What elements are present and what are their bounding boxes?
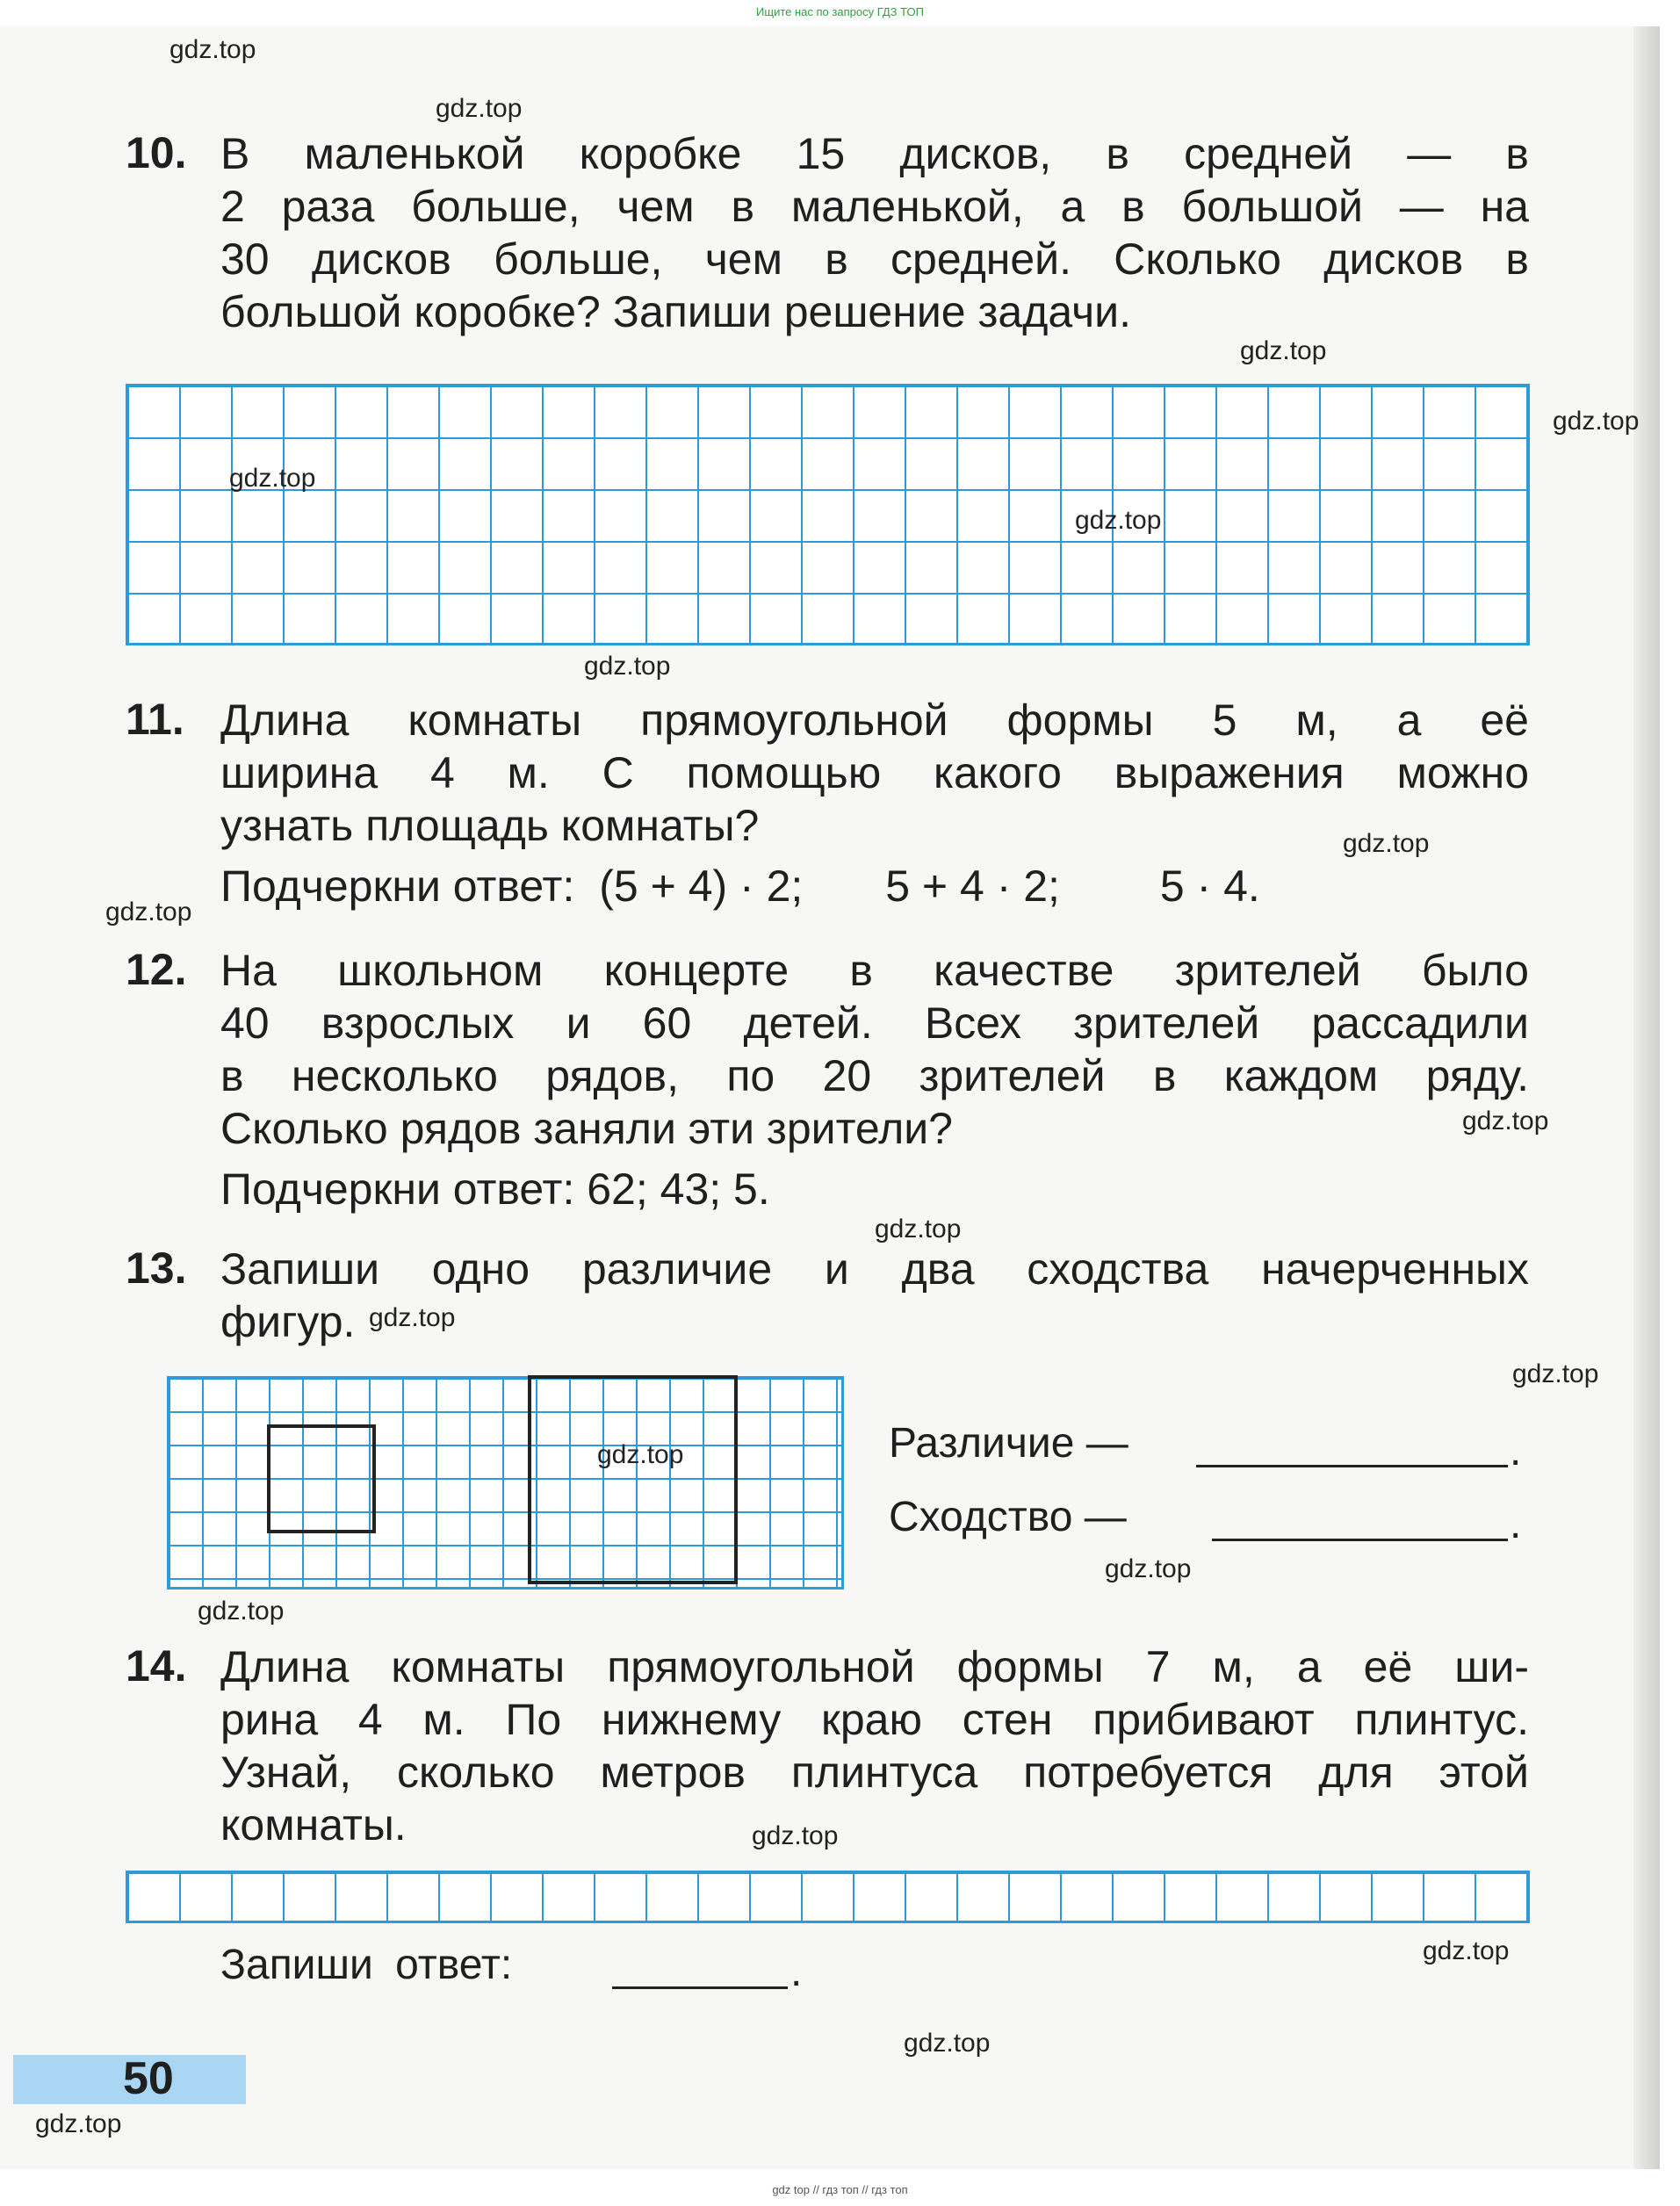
- task-text-line: Запиши одно различие и два сходства начерченных: [220, 1244, 1529, 1294]
- task-text-line: ширина 4 м. С помощью какого выражения можно: [220, 748, 1529, 797]
- top-banner[interactable]: Ищите нас по запросу ГДЗ ТОП: [756, 5, 924, 18]
- watermark: gdz.top: [369, 1303, 456, 1332]
- task-text-line: рина 4 м. По нижнему краю стен прибивают плинтус.: [220, 1695, 1529, 1744]
- task-text-line: Узнай, сколько метров плинтуса потребуется для этой: [220, 1748, 1529, 1797]
- similarity-answer-line[interactable]: [1212, 1539, 1508, 1541]
- watermark: gdz.top: [229, 464, 316, 493]
- task-text-line: в несколько рядов, по 20 зрителей в каждом ряду.: [220, 1051, 1529, 1100]
- watermark: gdz.top: [1553, 407, 1640, 436]
- answer-grid[interactable]: [126, 1871, 1530, 1923]
- page-number: 50: [123, 2053, 174, 2104]
- task-text-line: В маленькой коробке 15 дисков, в средней — в: [220, 129, 1529, 178]
- task-text-line: 30 дисков больше, чем в средней. Сколько дисков в: [220, 234, 1529, 284]
- task-text-line: фигур.: [220, 1297, 356, 1346]
- watermark: gdz.top: [169, 35, 256, 64]
- period-mark: .: [790, 1949, 803, 1995]
- answer-option[interactable]: 5 · 4.: [1159, 861, 1260, 911]
- answer-option[interactable]: 5 + 4 · 2;: [885, 861, 1060, 911]
- watermark: gdz.top: [1343, 829, 1430, 858]
- period-mark: .: [1510, 1501, 1522, 1547]
- task-text-line: комнаты.: [220, 1800, 407, 1849]
- task-text-line: Сколько рядов заняли эти зрители?: [220, 1104, 953, 1153]
- task-text-line: Длина комнаты прямоугольной формы 7 м, а её ши-: [220, 1642, 1529, 1691]
- watermark: gdz.top: [1512, 1359, 1599, 1388]
- task-number: 14.: [126, 1641, 187, 1691]
- period-mark: .: [1510, 1428, 1522, 1474]
- answer-label: Подчеркни ответ:: [220, 861, 575, 911]
- watermark: gdz.top: [436, 94, 523, 123]
- task-number: 11.: [126, 695, 184, 744]
- task-text-line: Длина комнаты прямоугольной формы 5 м, а её: [220, 696, 1529, 745]
- task-text-line: 2 раза больше, чем в маленькой, а в большой — на: [220, 182, 1529, 231]
- page-edge-shadow: [1633, 26, 1660, 2169]
- bottom-banner[interactable]: gdz top // гдз топ // гдз топ: [772, 2183, 908, 2196]
- answer-option[interactable]: (5 + 4) · 2;: [599, 861, 804, 911]
- watermark: gdz.top: [1462, 1107, 1549, 1135]
- task-number: 12.: [126, 945, 187, 994]
- answer-line[interactable]: [612, 1986, 788, 1989]
- large-square: [528, 1375, 738, 1584]
- watermark: gdz.top: [1240, 336, 1327, 365]
- watermark: gdz.top: [597, 1440, 684, 1469]
- answer-row: [220, 861, 1260, 912]
- watermark: gdz.top: [1075, 506, 1162, 535]
- difference-answer-line[interactable]: [1196, 1465, 1508, 1467]
- answer-row[interactable]: Подчеркни ответ: 62; 43; 5.: [220, 1164, 770, 1214]
- task-number: 13.: [126, 1244, 187, 1293]
- task-text-line: 40 взрослых и 60 детей. Всех зрителей рассадили: [220, 998, 1529, 1048]
- answer-label: Запиши ответ:: [220, 1942, 513, 1988]
- task-text-line: большой коробке? Запиши решение задачи.: [220, 287, 1131, 336]
- watermark: gdz.top: [904, 2029, 991, 2058]
- watermark: gdz.top: [1105, 1554, 1192, 1583]
- similarity-label: Сходство —: [889, 1494, 1127, 1540]
- task-number: 10.: [126, 128, 187, 177]
- watermark: gdz.top: [875, 1215, 962, 1244]
- watermark: gdz.top: [35, 2109, 122, 2138]
- watermark: gdz.top: [584, 652, 671, 681]
- task-text-line: узнать площадь комнаты?: [220, 801, 760, 850]
- task-text-line: На школьном концерте в качестве зрителей было: [220, 946, 1529, 995]
- solution-grid[interactable]: [126, 384, 1530, 645]
- watermark: gdz.top: [198, 1597, 285, 1626]
- watermark: gdz.top: [1423, 1936, 1510, 1965]
- small-square: [267, 1424, 376, 1533]
- difference-label: Различие —: [889, 1420, 1128, 1467]
- watermark: gdz.top: [752, 1821, 839, 1850]
- watermark: gdz.top: [105, 898, 192, 926]
